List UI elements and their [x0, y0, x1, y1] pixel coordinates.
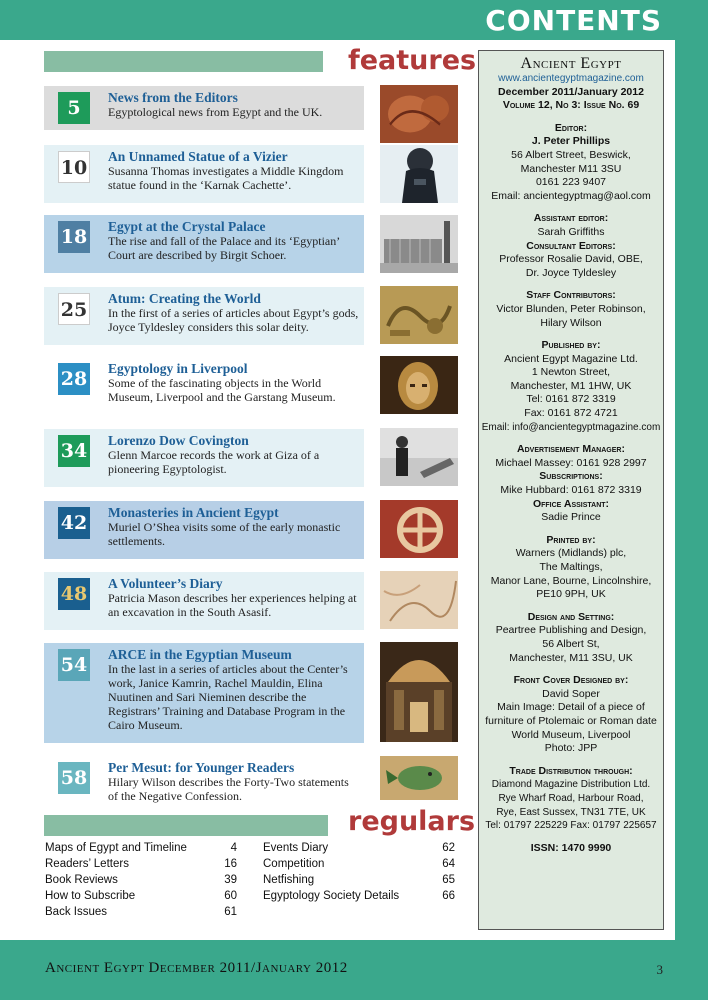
thumb-per-mesut[interactable] [380, 756, 458, 800]
thumb-volunteer[interactable] [380, 571, 458, 629]
regular-item[interactable] [45, 858, 237, 870]
footer-magazine-date: Ancient Egypt December 2011/January 2012 [45, 960, 348, 976]
regular-label: Competition [263, 858, 325, 870]
regular-label: Book Reviews [45, 874, 118, 886]
trade-line: Rye, East Sussex, TN31 7TE, UK [496, 806, 646, 818]
trade-line: Tel: 01797 225229 Fax: 01797 225657 [485, 820, 657, 832]
thumb-atum[interactable] [380, 286, 458, 344]
cover-line: Main Image: Detail of a piece of [497, 701, 645, 714]
thumb-liverpool[interactable] [380, 356, 458, 414]
regular-label: Events Diary [263, 842, 329, 854]
feature-title: ARCE in the Egyptian Museum [108, 647, 292, 662]
feature-page-number: 42 [58, 507, 90, 539]
design-line: 56 Albert St, [542, 637, 600, 650]
feature-item[interactable] [44, 643, 364, 743]
feature-title: News from the Editors [108, 90, 238, 105]
feature-description: Patricia Mason describes her experiences helping at an excavation in the South Asasif. [108, 591, 357, 619]
publisher-heading: Published by: [541, 339, 601, 352]
publisher-line: Manchester, M1 1HW, UK [510, 379, 632, 392]
regulars-bar [44, 815, 328, 836]
publisher-email[interactable]: Email: info@ancientegyptmagazine.com [481, 421, 661, 433]
page-number: 3 [656, 962, 663, 977]
feature-item[interactable] [44, 501, 364, 559]
editor-line: 56 Albert Street, Beswick, [511, 148, 631, 161]
feature-item[interactable] [44, 357, 364, 415]
regular-label: Egyptology Society Details [263, 890, 400, 902]
feature-page-number: 34 [58, 435, 90, 467]
thumb-news[interactable] [380, 85, 458, 143]
consultant-editors-heading: Consultant Editors: [526, 239, 616, 252]
feature-description: Egyptological news from Egypt and the UK. [108, 105, 323, 119]
feature-page-number: 54 [58, 649, 90, 681]
feature-description: Muriel O’Shea visits some of the early monastic settlements. [108, 520, 341, 548]
feature-page-number: 28 [58, 363, 90, 395]
feature-title: Atum: Creating the World [108, 291, 261, 306]
feature-page-number: 18 [58, 221, 90, 253]
trade-line: Diamond Magazine Distribution Ltd. [491, 779, 651, 791]
feature-page-number: 48 [58, 578, 90, 610]
cover-designer: David Soper [542, 687, 600, 700]
printer-heading: Printed by: [546, 533, 596, 546]
regular-label: Back Issues [45, 906, 107, 918]
issue-date: December 2011/January 2012 [498, 85, 644, 98]
feature-title: An Unnamed Statue of a Vizier [108, 149, 288, 164]
assistant-editor-name: Sarah Griffiths [537, 225, 605, 238]
publisher-line: 1 Newton Street, [531, 366, 611, 379]
regulars-heading: regulars [348, 806, 476, 837]
consultant-line: Professor Rosalie David, OBE, [499, 253, 643, 266]
masthead-panel [478, 50, 664, 930]
cover-heading: Front Cover Designed by: [513, 674, 629, 687]
staff-heading: Staff Contributors: [526, 289, 616, 302]
feature-page-number: 5 [58, 92, 90, 124]
regular-page: 60 [224, 890, 237, 902]
feature-title: Lorenzo Dow Covington [108, 433, 249, 448]
feature-title: A Volunteer’s Diary [108, 576, 223, 591]
feature-description: Hilary Wilson describes the Forty-Two statements of the Negative Confession. [108, 775, 349, 803]
design-heading: Design and Setting: [527, 610, 615, 623]
thumb-arce-museum[interactable] [380, 642, 458, 742]
regular-item[interactable] [45, 874, 237, 886]
design-line: Manchester, M11 3SU, UK [509, 651, 633, 664]
cover-line: World Museum, Liverpool [511, 728, 631, 741]
printer-line: Warners (Midlands) plc, [515, 547, 627, 560]
editor-name: J. Peter Phillips [531, 135, 611, 148]
office-heading: Office Assistant: [532, 497, 610, 510]
publisher-line: Fax: 0161 872 4721 [524, 407, 618, 420]
trade-heading: Trade Distribution through: [509, 764, 633, 777]
printer-line: Manor Lane, Bourne, Lincolnshire, [490, 574, 652, 587]
feature-item[interactable] [44, 756, 364, 803]
regular-page: 61 [224, 906, 237, 918]
feature-item[interactable] [44, 572, 364, 630]
regular-item[interactable] [45, 890, 237, 902]
feature-title: Egyptology in Liverpool [108, 361, 248, 376]
publisher-line: Tel: 0161 872 3319 [526, 393, 616, 406]
feature-item[interactable] [44, 287, 364, 345]
masthead-url[interactable]: www.ancientegyptmagazine.com [498, 73, 644, 84]
editor-email[interactable]: Email: ancientegyptmag@aol.com [491, 189, 651, 202]
regular-item[interactable] [263, 842, 455, 854]
regular-page: 16 [224, 858, 237, 870]
design-line: Peartree Publishing and Design, [495, 624, 647, 637]
editor-line: Manchester M11 3SU [520, 162, 622, 175]
regular-page: 62 [442, 842, 455, 854]
thumb-vizier-statue[interactable] [380, 145, 458, 203]
issue-volume: Volume 12, No 3: Issue No. 69 [502, 99, 640, 112]
feature-title: Egypt at the Crystal Palace [108, 219, 266, 234]
cover-line: Photo: JPP [544, 742, 598, 755]
thumb-covington[interactable] [380, 428, 458, 486]
cover-line: furniture of Ptolemaic or Roman date [485, 714, 657, 727]
feature-description: The rise and fall of the Palace and its ‘Egyptian’ Court are described by Birgit Schoer. [108, 234, 340, 262]
advertisement-heading: Advertisement Manager: [517, 443, 625, 456]
feature-description: In the first of a series of articles about Egypt’s gods, Joyce Tyldesley considers this solar deity. [108, 306, 359, 334]
features-bar [44, 51, 323, 72]
subscriptions-heading: Subscriptions: [539, 470, 603, 483]
editor-heading: Editor: [554, 121, 588, 134]
feature-page-number: 25 [58, 293, 90, 325]
consultant-line: Dr. Joyce Tyldesley [525, 266, 617, 279]
subscriptions-line: Mike Hubbard: 0161 872 3319 [500, 484, 642, 497]
page-title: CONTENTS [485, 4, 662, 37]
feature-title: Per Mesut: for Younger Readers [108, 760, 295, 775]
publisher-line: Ancient Egypt Magazine Ltd. [504, 352, 638, 365]
regular-label: How to Subscribe [45, 890, 136, 902]
regular-page: 39 [224, 874, 237, 886]
regular-page: 4 [230, 842, 237, 854]
advertisement-line: Michael Massey: 0161 928 2997 [495, 456, 647, 469]
thumb-crystal-palace[interactable] [380, 215, 458, 273]
feature-title: Monasteries in Ancient Egypt [108, 505, 279, 520]
regular-item[interactable] [263, 890, 455, 902]
feature-item[interactable] [44, 145, 364, 203]
feature-description: Glenn Marcoe records the work at Giza of a pioneering Egyptologist. [108, 448, 320, 476]
regular-page: 66 [442, 890, 455, 902]
printer-line: PE10 9PH, UK [536, 588, 606, 601]
printer-line: The Maltings, [539, 561, 603, 573]
feature-description: In the last in a series of articles about the Center’s work, Janice Kamrin, Rachel Mauldin, Elina Nuutinen and Sari Nieminen describe the Registrars’ Training and Database Program in the Cairo Museum. [108, 662, 348, 732]
assistant-editor-heading: Assistant editor: [533, 212, 609, 225]
feature-description: Susanna Thomas investigates a Middle Kingdom statue found in the ‘Karnak Cachette’. [108, 164, 344, 192]
feature-item[interactable] [44, 86, 364, 130]
feature-description: Some of the fascinating objects in the World Museum, Liverpool and the Garstang Museum. [108, 376, 336, 404]
feature-item[interactable] [44, 215, 364, 273]
office-line: Sadie Prince [541, 511, 601, 524]
regular-label: Readers’ Letters [45, 858, 129, 870]
regular-item[interactable] [263, 874, 455, 886]
regular-item[interactable] [263, 858, 455, 870]
thumb-monasteries[interactable] [380, 500, 458, 558]
feature-page-number: 58 [58, 762, 90, 794]
regular-label: Netfishing [263, 874, 315, 886]
feature-page-number: 10 [58, 151, 90, 183]
masthead-title: Ancient Egypt [520, 55, 622, 72]
feature-item[interactable] [44, 429, 364, 487]
trade-line: Rye Wharf Road, Harbour Road, [498, 792, 644, 804]
regular-item[interactable] [45, 906, 237, 918]
regular-label: Maps of Egypt and Timeline [45, 842, 187, 854]
staff-line: Hilary Wilson [540, 316, 602, 329]
features-heading: features [348, 45, 477, 76]
issn: ISSN: 1470 9990 [530, 841, 612, 854]
regular-item[interactable] [45, 842, 237, 854]
regular-page: 65 [442, 874, 455, 886]
staff-line: Victor Blunden, Peter Robinson, [496, 302, 646, 315]
regular-page: 64 [442, 858, 455, 870]
editor-line: 0161 223 9407 [535, 176, 607, 189]
